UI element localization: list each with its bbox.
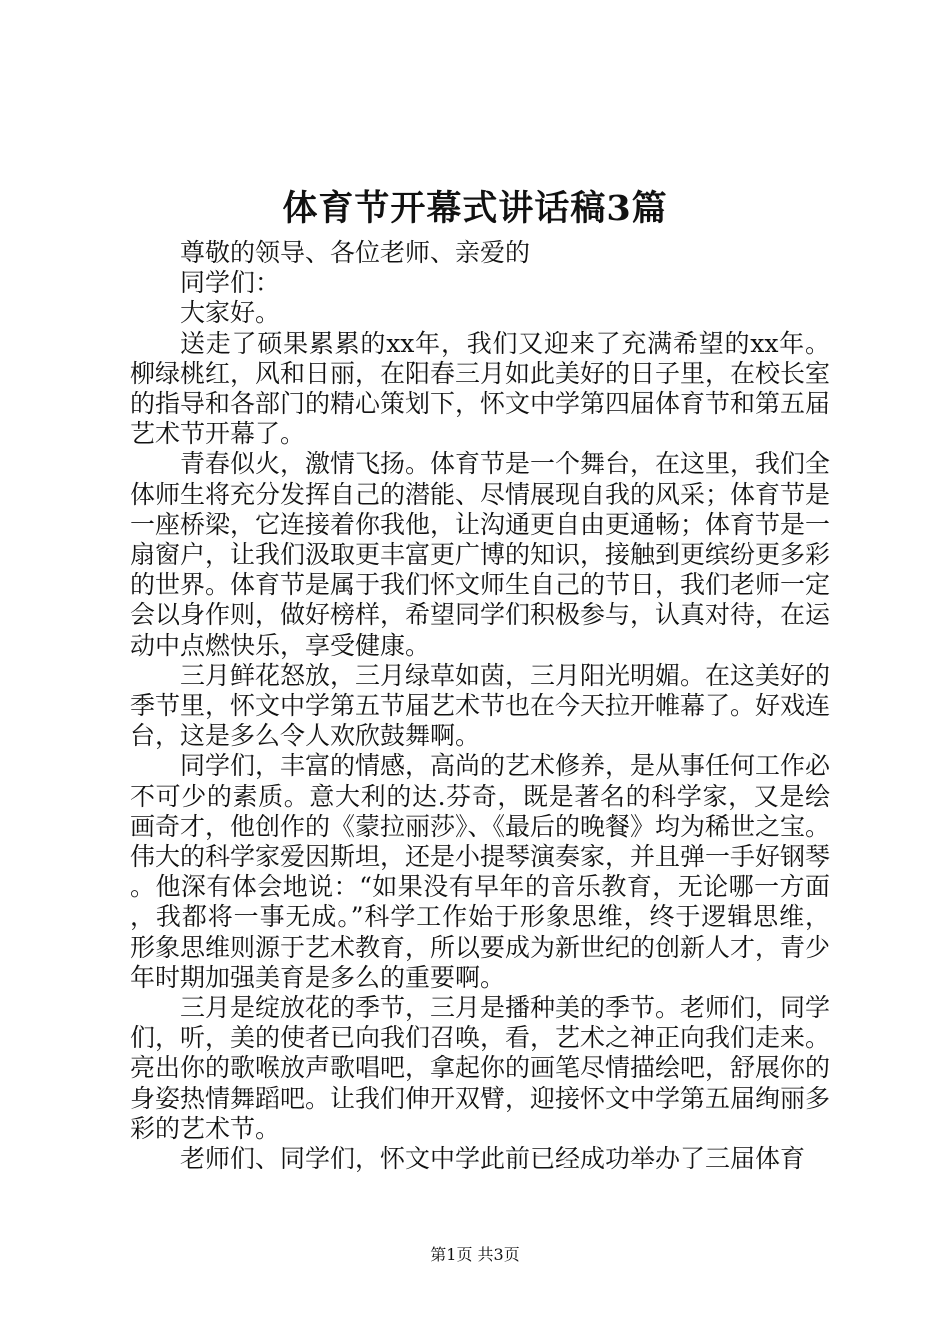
paragraph: 三月是绽放花的季节，三月是播种美的季节。老师们，同学们，听，美的使者已向我们召唤，看，艺术之神正向我们走来。亮出你的歌喉放声歌唱吧，拿起你的画笔尽情描绘吧，舒展你的身姿热情舞蹈吧。让我们伸开双臂，迎接怀文中学第五届绚丽多彩的艺术节。: [130, 993, 831, 1143]
page-footer: 第1页 共3页: [430, 1245, 520, 1264]
document-title: 体育节开幕式讲话稿3篇: [282, 188, 668, 229]
salutation: 尊敬的领导、各位老师、亲爱的同学们：: [180, 238, 531, 298]
paragraph: 送走了硕果累累的xx年，我们又迎来了充满希望的xx年。柳绿桃红，风和日丽，在阳春三月如此美好的日子里，在校长室的指导和各部门的精心策划下，怀文中学第四届体育节和第五届艺术节开幕了。: [130, 328, 831, 449]
paragraph: 三月鲜花怒放，三月绿草如茵，三月阳光明媚。在这美好的季节里，怀文中学第五节届艺术节也在今天拉开帷幕了。好戏连台，这是多么令人欢欣鼓舞啊。: [130, 660, 831, 751]
paragraph: 同学们，丰富的情感，高尚的艺术修养，是从事任何工作必不可少的素质。意大利的达.芬奇，既是著名的科学家，又是绘画奇才，他创作的《蒙拉丽莎》、《最后的晚餐》均为稀世之宝。伟大的科学家爱因斯坦，还是小提琴演奏家，并且弹一手好钢琴。他深有体会地说：“如果没有早年的音乐教育，无论哪一方面，我都将一事无成。”科学工作始于形象思维，终于逻辑思维，形象思维则源于艺术教育，所以要成为新世纪的创新人才，青少年时期加强美育是多么的重要啊。: [130, 751, 831, 992]
greeting: 大家好。: [180, 298, 281, 328]
paragraph: 老师们、同学们，怀文中学此前已经成功举办了三届体育: [180, 1144, 806, 1174]
paragraph: 青春似火，激情飞扬。体育节是一个舞台，在这里，我们全体师生将充分发挥自己的潜能、尽情展现自我的风采；体育节是一座桥梁，它连接着你我他，让沟通更自由更通畅；体育节是一扇窗户，让我们汲取更丰富更广博的知识，接触到更缤纷更多彩的世界。体育节是属于我们怀文师生自己的节日，我们老师一定会以身作则，做好榜样，希望同学们积极参与，认真对待，在运动中点燃快乐，享受健康。: [130, 449, 831, 660]
document-body: [130, 238, 830, 1174]
